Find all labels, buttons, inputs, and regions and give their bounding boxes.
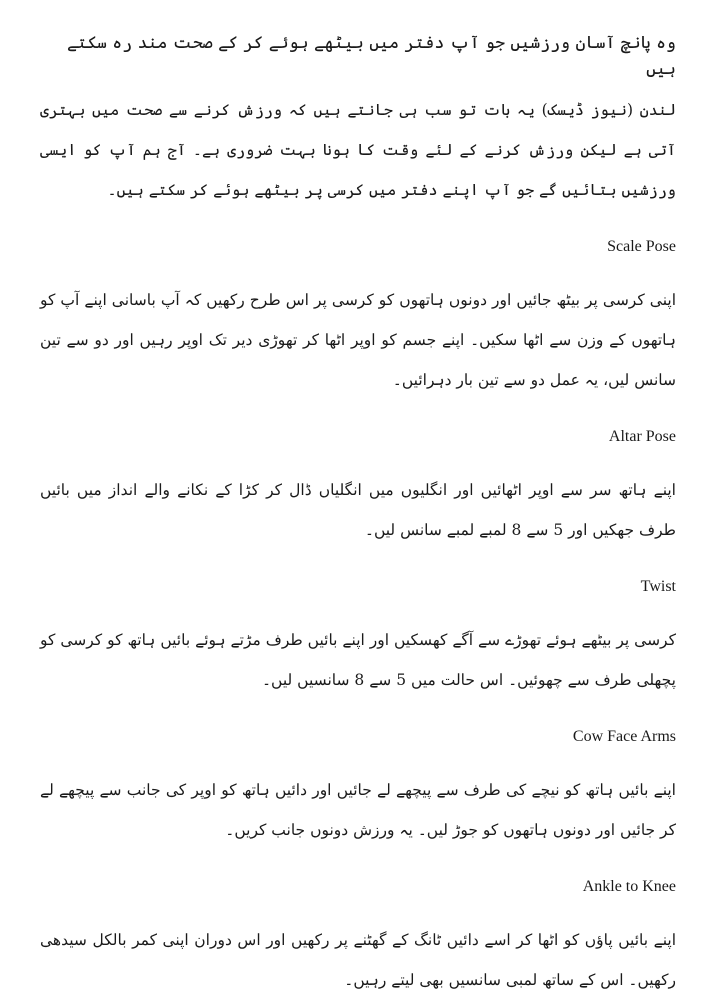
- section-heading-altar-pose: Altar Pose: [608, 428, 676, 445]
- section-heading-cow-face-arms: Cow Face Arms: [572, 728, 676, 745]
- section-body-scale-pose: اپنی کرسی پر بیٹھ جائیں اور دونوں ہاتھوں کو کرسی پر اس طرح رکھیں کہ آپ باسانی اپنے آپ کو ہاتھوں کے وزن سے اٹھا سکیں۔ اپنے جسم کو اوپر اٹھا کر تھوڑی دیر تک اوپر رہیں اور دو سے تین سانس لیں، یہ عمل دو سے تین بار دہرائیں۔: [40, 291, 676, 389]
- section-heading-twist: Twist: [640, 578, 676, 595]
- article-title: وہ پانچ آسان ورزشیں جو آپ دفتر میں بیٹھے ہوئے کر کے صحت مند رہ سکتے ہیں: [67, 33, 676, 79]
- intro-paragraph: لندن (نیوز ڈیسک) یہ بات تو سب ہی جانتے ہیں کہ ورزش کرنے سے صحت میں بہتری آتی ہے لیکن ورزش کرنے کے لئے وقت کا ہونا بہت ضروری ہے۔ آج ہم آپ کو ایسی ورزشیں بتائیں گے جو آپ اپنے دفتر میں کرسی پر بیٹھے ہوئے کر سکتے ہیں۔: [40, 101, 676, 199]
- section-body-ankle-to-knee: اپنے بائیں پاؤں کو اٹھا کر اسے دائیں ٹانگ کے گھٹنے پر رکھیں اور اس دوران اپنی کمر بالکل سیدھی رکھیں۔ اس کے ساتھ لمبی سانسیں بھی لیتے رہیں۔: [40, 931, 676, 989]
- section-body-twist: کرسی پر بیٹھے ہوئے تھوڑے سے آگے کھسکیں اور اپنے بائیں طرف مڑتے ہوئے بائیں ہاتھ کو کرسی کو پچھلی طرف سے چھوئیں۔ اس حالت میں 5 سے 8 سانسیں لیں۔: [40, 631, 676, 689]
- section-heading-scale-pose: Scale Pose: [607, 238, 676, 255]
- section-heading-ankle-to-knee: Ankle to Knee: [582, 878, 676, 895]
- section-body-cow-face-arms: اپنے بائیں ہاتھ کو نیچے کی طرف سے پیچھے لے جائیں اور دائیں ہاتھ کو اوپر کی جانب سے پیچھے لے کر جائیں اور دونوں ہاتھوں کو جوڑ لیں۔ یہ ورزش دونوں جانب کریں۔: [40, 781, 676, 839]
- section-body-altar-pose: اپنے ہاتھ سر سے اوپر اٹھائیں اور انگلیوں میں انگلیاں ڈال کر کڑا کے نکانے والے انداز میں بائیں طرف جھکیں اور 5 سے 8 لمبے لمبے سانس لیں۔: [40, 481, 676, 539]
